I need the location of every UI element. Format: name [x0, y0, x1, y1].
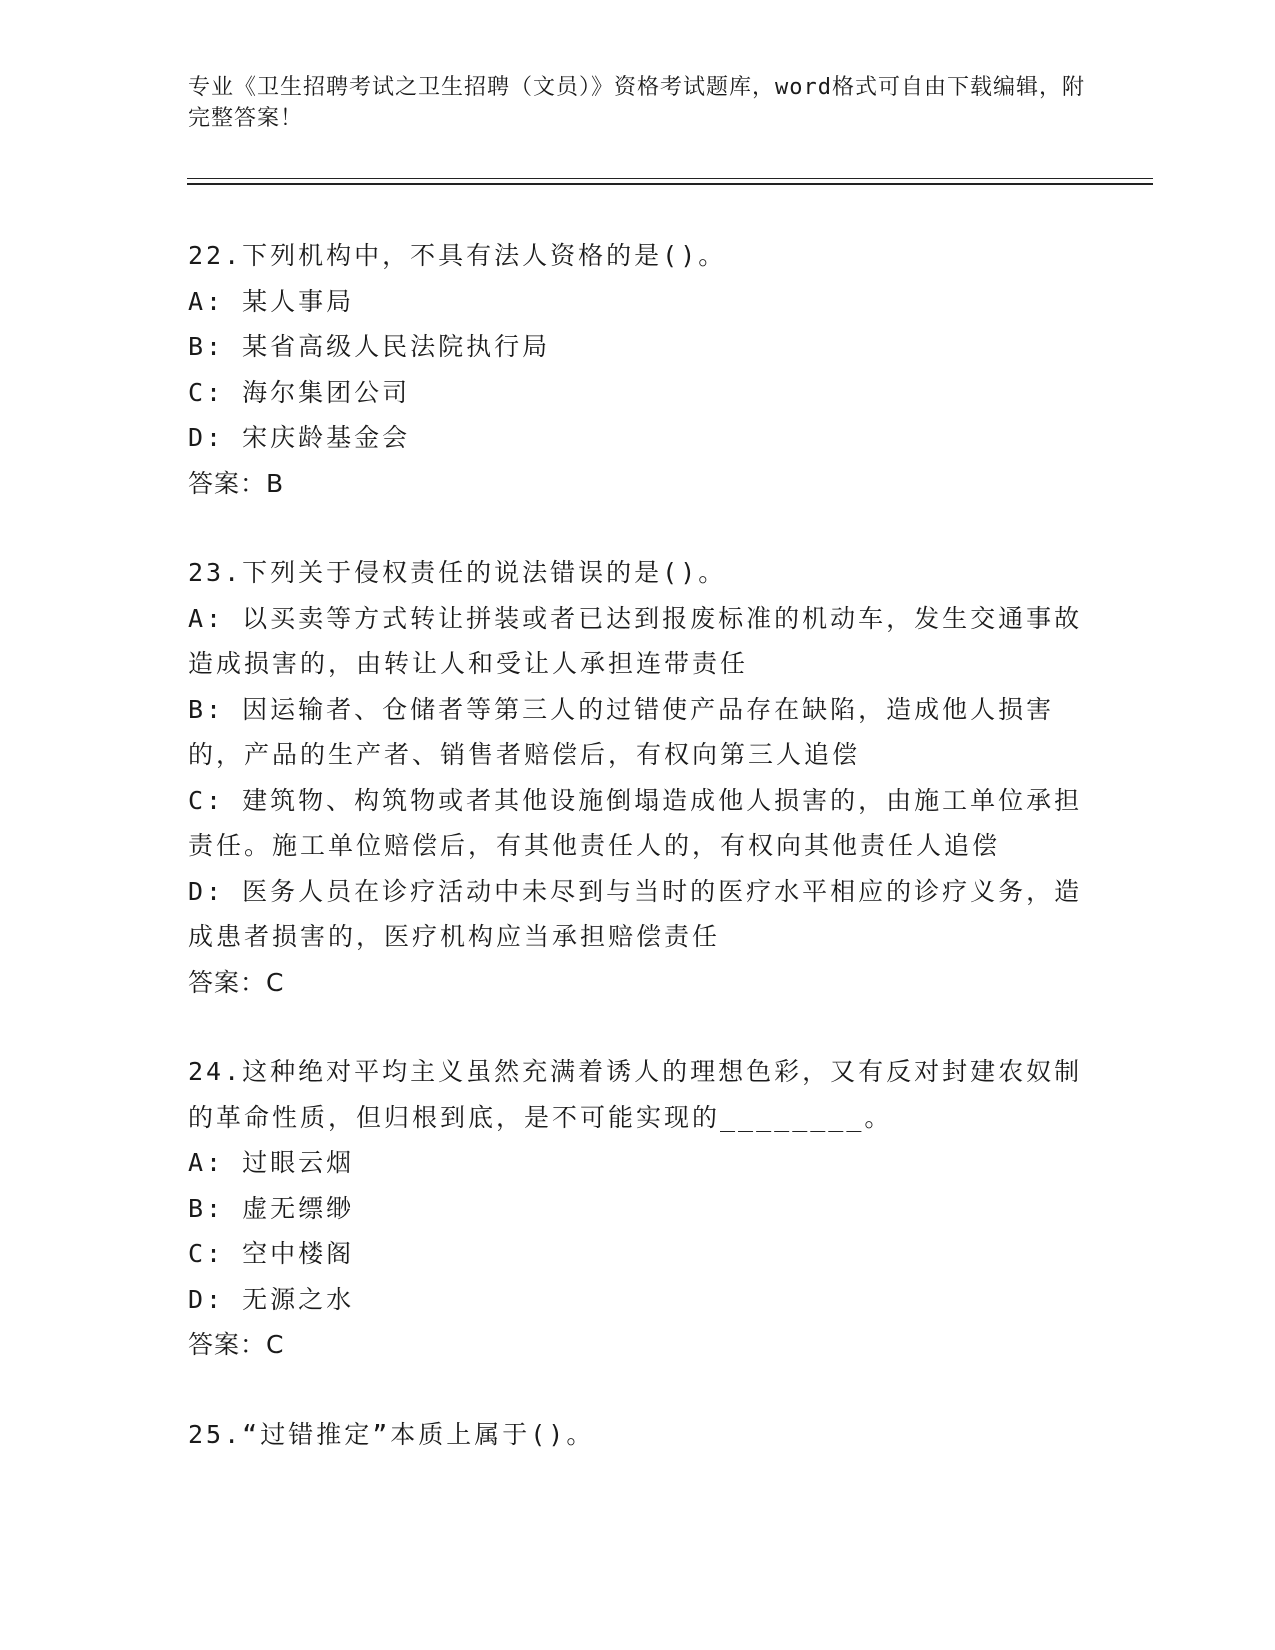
- option-c: C: 建筑物、构筑物或者其他设施倒塌造成他人损害的，由施工单位承担责任。施工单位赔偿后，有其他责任人的，有权向其他责任人追偿: [188, 785, 1083, 860]
- document-header: [188, 72, 1088, 134]
- question-stem: 25.“过错推定”本质上属于()。: [188, 1419, 595, 1449]
- option-c: C: 海尔集团公司: [188, 377, 411, 407]
- option-b: B: 某省高级人民法院执行局: [188, 332, 551, 361]
- option-a: A: 某人事局: [188, 286, 355, 316]
- header-divider-thin: [187, 178, 1153, 179]
- option-d: D: 无源之水: [188, 1284, 355, 1314]
- option-a: A: 以买卖等方式转让拼装或者已达到报废标准的机动车，发生交通事故造成损害的，由转让人和受让人承担连带责任: [188, 603, 1083, 678]
- option-c: C: 空中楼阁: [188, 1239, 355, 1268]
- option-b: B: 虚无缥缈: [188, 1193, 355, 1223]
- question-stem: 23.下列关于侵权责任的说法错误的是()。: [188, 558, 727, 587]
- question-stem: 24.这种绝对平均主义虽然充满着诱人的理想色彩，又有反对封建农奴制的革命性质，但归根到底，是不可能实现的________。: [188, 1057, 1083, 1132]
- option-a: A: 过眼云烟: [188, 1148, 355, 1177]
- question-25: [188, 1412, 1088, 1458]
- question-24: [188, 1049, 1088, 1368]
- question-22: [188, 233, 1088, 506]
- question-stem: 22.下列机构中，不具有法人资格的是()。: [188, 241, 727, 270]
- question-23: [188, 550, 1088, 1005]
- option-d: D: 宋庆龄基金会: [188, 423, 411, 452]
- answer-label: 答案：C: [188, 967, 285, 997]
- option-d: D: 医务人员在诊疗活动中未尽到与当时的医疗水平相应的诊疗义务，造成患者损害的，医疗机构应当承担赔偿责任: [188, 876, 1083, 951]
- answer-label: 答案：B: [188, 468, 285, 498]
- question-list: [188, 233, 1088, 1501]
- option-b: B: 因运输者、仓储者等第三人的过错使产品存在缺陷，造成他人损害的，产品的生产者、销售者赔偿后，有权向第三人追偿: [188, 694, 1055, 769]
- header-divider-thick: [187, 183, 1153, 185]
- answer-label: 答案：C: [188, 1330, 285, 1359]
- header-text: 专业《卫生招聘考试之卫生招聘（文员）》资格考试题库，word格式可自由下载编辑，附完整答案！: [188, 75, 1085, 131]
